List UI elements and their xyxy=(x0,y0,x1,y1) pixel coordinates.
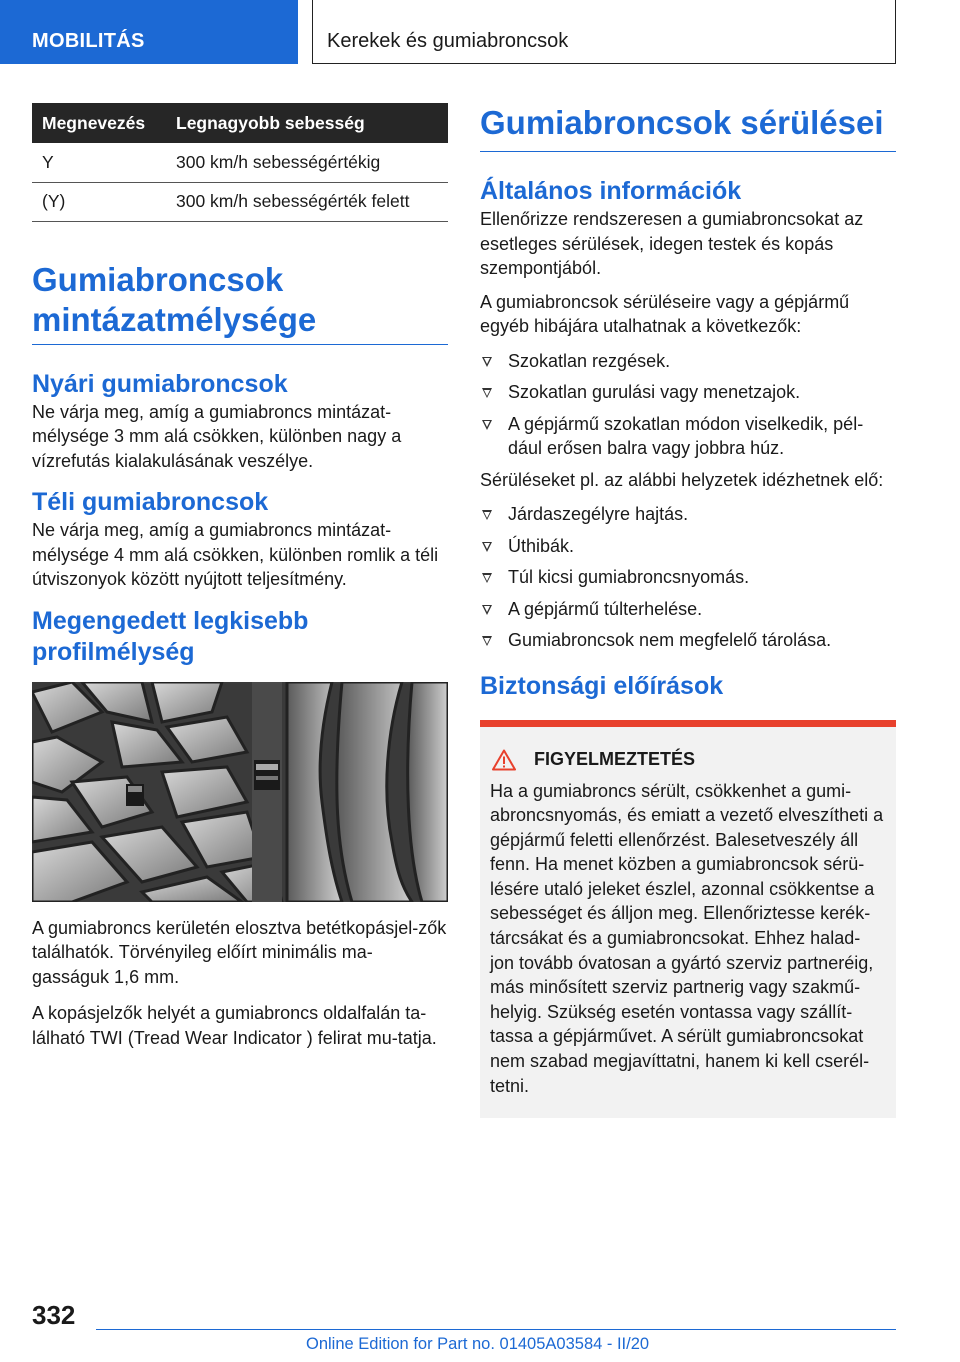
wear-indicator-text: A gumiabroncs kerületén elosztva betétkopásjel-zők találhatók. Törvényileg előírt minimális ma-gasságuk 1,6 mm. xyxy=(32,917,447,987)
list-item: A gépjármű szokatlan módon viselkedik, pél-dául erősen balra vagy jobbra húz. xyxy=(480,412,896,461)
heading-winter-tires: Téli gumiabroncsok xyxy=(32,488,269,516)
triangle-bullet-icon xyxy=(482,420,492,430)
heading-minimum-depth: Megengedett legkisebb profilmélység xyxy=(32,606,309,666)
warning-triangle-icon xyxy=(492,749,516,771)
footer-edition: Online Edition for Part no. 01405A03584 - II/20 xyxy=(306,1335,650,1353)
triangle-bullet-icon xyxy=(482,357,492,367)
table-row xyxy=(32,182,448,221)
list-item: Gumiabroncsok nem megfelelő tárolása. xyxy=(480,628,896,653)
heading-safety: Biztonsági előírások xyxy=(480,671,724,700)
table-cell: (Y) xyxy=(32,182,166,221)
speed-rating-table xyxy=(32,103,448,222)
table-cell: 300 km/h sebességértékig xyxy=(166,143,448,182)
footer-divider xyxy=(96,1329,896,1330)
list-item: Úthibák. xyxy=(480,534,896,559)
section-tab: MOBILITÁS xyxy=(0,0,298,64)
section-title-tread-depth: Gumiabroncsok mintázatmélysége xyxy=(32,260,448,345)
list-item: Szokatlan gurulási vagy menetzajok. xyxy=(480,380,896,405)
table-header-row xyxy=(32,103,448,143)
list-item: Szokatlan rezgések. xyxy=(480,349,896,374)
list-item: Túl kicsi gumiabroncsnyomás. xyxy=(480,565,896,590)
warning-title: FIGYELMEZTETÉS xyxy=(490,749,884,771)
twi-text: A kopásjelzők helyét a gumiabroncs oldalfalán ta-lálható TWI (Tread Wear Indicator ) felirat mu-tatja. xyxy=(32,1003,437,1048)
heading-summer-tires: Nyári gumiabroncsok xyxy=(32,369,288,398)
table-header-cell: Megnevezés xyxy=(32,103,166,143)
list-item: A gépjármű túlterhelése. xyxy=(480,597,896,622)
section-title-tire-damage: Gumiabroncsok sérülései xyxy=(480,103,896,152)
table-row xyxy=(32,143,448,182)
causes-list xyxy=(480,502,896,653)
triangle-bullet-icon xyxy=(482,573,492,583)
general-info-p1: Ellenőrizze rendszeresen a gumiabroncsokat az esetleges sérülések, idegen testek és kopás szempontjából. xyxy=(480,209,864,278)
table-cell: 300 km/h sebességérték felett xyxy=(166,182,448,221)
table-header-cell: Legnagyobb sebesség xyxy=(166,103,448,143)
heading-general-info: Általános információk xyxy=(480,177,742,205)
triangle-bullet-icon xyxy=(482,510,492,520)
tire-tread-image xyxy=(32,682,448,902)
triangle-bullet-icon xyxy=(482,388,492,398)
general-info-p2: A gumiabroncsok sérüléseire vagy a gépjármű egyéb hibájára utalhatnak a következők: xyxy=(480,291,850,336)
page-number: 332 xyxy=(32,1300,76,1330)
table-cell: Y xyxy=(32,143,166,182)
chapter-title: Kerekek és gumiabroncsok xyxy=(312,0,896,64)
warning-text: Ha a gumiabroncs sérült, csökkenhet a gumi-abroncsnyomás, és emiatt a vezető elveszítheti a gépjármű feletti ellenőrzést. Balesetveszély áll fenn. Ha menet közben a gumiabroncsok sérü-lésére utaló jeleket észlel, azonnal csökkentse a sebességet és álljon meg. Ellenőriztesse kerék-tárcsákat és a gumiabroncsokat. Ehhez halad-jon tovább óvatosan a gyártó szerviz partneréig, más minősített szerviz partnerig vagy szakmű-helyig. Szükség esetén vontassa vagy szállít-tassa a gépjárművet. A sérült gumiabroncsokat nem szabad megjavíttatni, hanem ki kell cserél-tetni. xyxy=(490,780,884,1096)
general-info-p3: Sérüléseket pl. az alábbi helyzetek idézhetnek elő: xyxy=(480,469,884,490)
winter-tires-text: Ne várja meg, amíg a gumiabroncs mintázat-mélysége 4 mm alá csökken, különben romlik a téli útviszonyok között nyújtott teljesítmény. xyxy=(32,520,439,589)
warning-bar xyxy=(480,720,896,727)
left-column xyxy=(32,103,448,1050)
summer-tires-text: Ne várja meg, amíg a gumiabroncs mintázat-mélysége 3 mm alá csökken, különben nagy a vízrefutás kialakulásának veszélye. xyxy=(32,401,402,471)
symptoms-list xyxy=(480,349,896,461)
warning-box xyxy=(480,727,896,1119)
list-item: Járdaszegélyre hajtás. xyxy=(480,502,896,527)
triangle-bullet-icon xyxy=(482,542,492,552)
right-column xyxy=(480,103,896,1118)
triangle-bullet-icon xyxy=(482,636,492,646)
triangle-bullet-icon xyxy=(482,605,492,615)
